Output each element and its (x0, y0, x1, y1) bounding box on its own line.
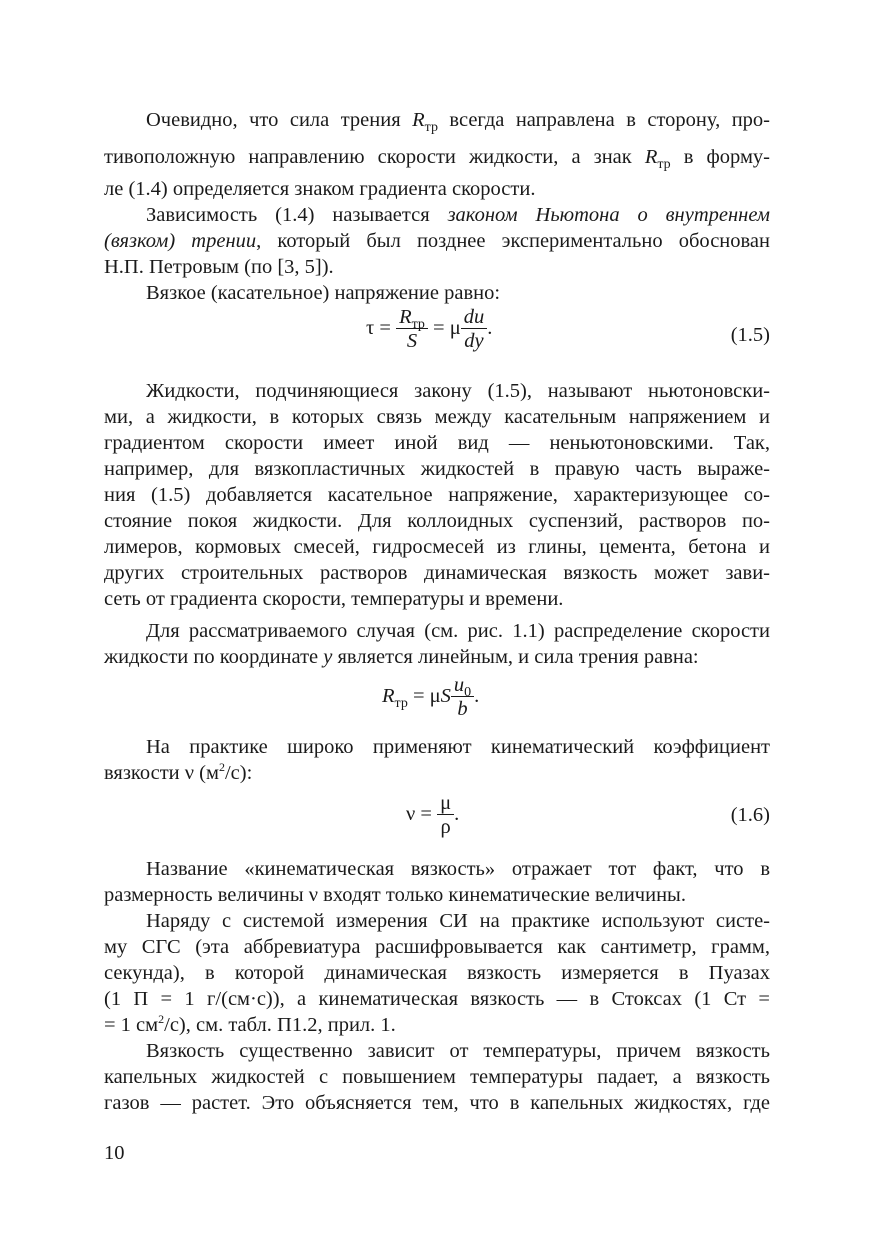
text-line: На практике широко применяют кинематический коэффициент (146, 736, 770, 758)
text-line: тивоположную направлению скорости жидкости, а знак $R_{тр}$ в форму- (104, 146, 771, 172)
text-line: (вязком) трении, который был позднее экспериментально обоснован (104, 230, 770, 252)
text-line: ми, а жидкости, в которых связь между касательным напряжением и (104, 406, 770, 428)
fraction: $\frac{\mu}{\rho}$ (437, 792, 454, 839)
text-line: секунда), в которой динамическая вязкость измеряется в Пуазах (104, 962, 770, 984)
text-line: жидкости по координате y является линейным, и сила трения равна: (104, 646, 699, 668)
equation-number: (1.6) (730, 804, 770, 826)
text-line: Для рассматриваемого случая (см. рис. 1.1) распределение скорости (146, 620, 770, 642)
equation-number: (1.5) (730, 324, 770, 346)
text-line: газов — растет. Это объясняется тем, что в капельных жидкостях, где (104, 1092, 770, 1114)
text-line: ния (1.5) добавляется касательное напряжение, характеризующее со- (104, 484, 770, 506)
equation-1-6: ν = $\frac{\mu}{\rho}$ . (406, 792, 460, 838)
equation-friction-force: $R_{тр} = \mu S$ $\frac{u_0}{b}$ . (382, 674, 480, 720)
text-line: стояние покоя жидкости. Для коллоидных суспензий, растворов по- (104, 510, 770, 532)
fraction: $\frac{u_0}{b}$ (451, 674, 474, 721)
text-line: размерность величины ν входят только кинематические величины. (104, 884, 686, 906)
text-line: ле (1.4) определяется знаком градиента скорости. (104, 178, 536, 200)
text-line: Жидкости, подчиняющиеся закону (1.5), называют ньютоновски- (146, 380, 770, 402)
text-line: му СГС (эта аббревиатура расшифровывается как сантиметр, грамм, (104, 936, 770, 958)
text-line: Н.П. Петровым (по [3, 5]). (104, 256, 334, 278)
text-line: других строительных растворов динамическая вязкость может зави- (104, 562, 770, 584)
text-line: Зависимость (1.4) называется законом Ньютона о внутреннем (146, 204, 770, 226)
text-line: градиентом скорости имеет иной вид — неньютоновскими. Так, (104, 432, 770, 454)
text-line: Наряду с системой измерения СИ на практике используют систе- (146, 910, 770, 932)
text-line: Вязкое (касательное) напряжение равно: (146, 282, 501, 304)
equation-1-5: τ = $\frac{R_{тр}}{S}$ = μ $\frac{du}{dy}$ . (366, 306, 493, 352)
text-line: например, для вязкопластичных жидкостей в правую часть выраже- (104, 458, 770, 480)
text-line: = 1 $см^2/с$), см. табл. П1.2, прил. 1. (104, 1012, 396, 1036)
text-line: вязкости ν $(м^2/с)$: (104, 760, 253, 784)
fraction: $\frac{du}{dy}$ (461, 306, 488, 353)
text-line: лимеров, кормовых смесей, гидросмесей из глины, цемента, бетона и (104, 536, 770, 558)
page-number: 10 (104, 1142, 125, 1164)
text-line: Название «кинематическая вязкость» отражает тот факт, что в (146, 858, 770, 880)
text-line: (1 П = 1 г/(см·с)), а кинематическая вязкость — в Стоксах (1 Ст = (104, 988, 770, 1010)
text-line: сеть от градиента скорости, температуры и времени. (104, 588, 564, 610)
fraction: $\frac{R_{тр}}{S}$ (396, 306, 428, 353)
text-line: Очевидно, что сила трения $R_{тр}$ всегда направлена в сторону, про- (146, 109, 770, 135)
text-line: капельных жидкостей с повышением температуры падает, а вязкость (104, 1066, 770, 1088)
text-line: Вязкость существенно зависит от температуры, причем вязкость (146, 1040, 770, 1062)
